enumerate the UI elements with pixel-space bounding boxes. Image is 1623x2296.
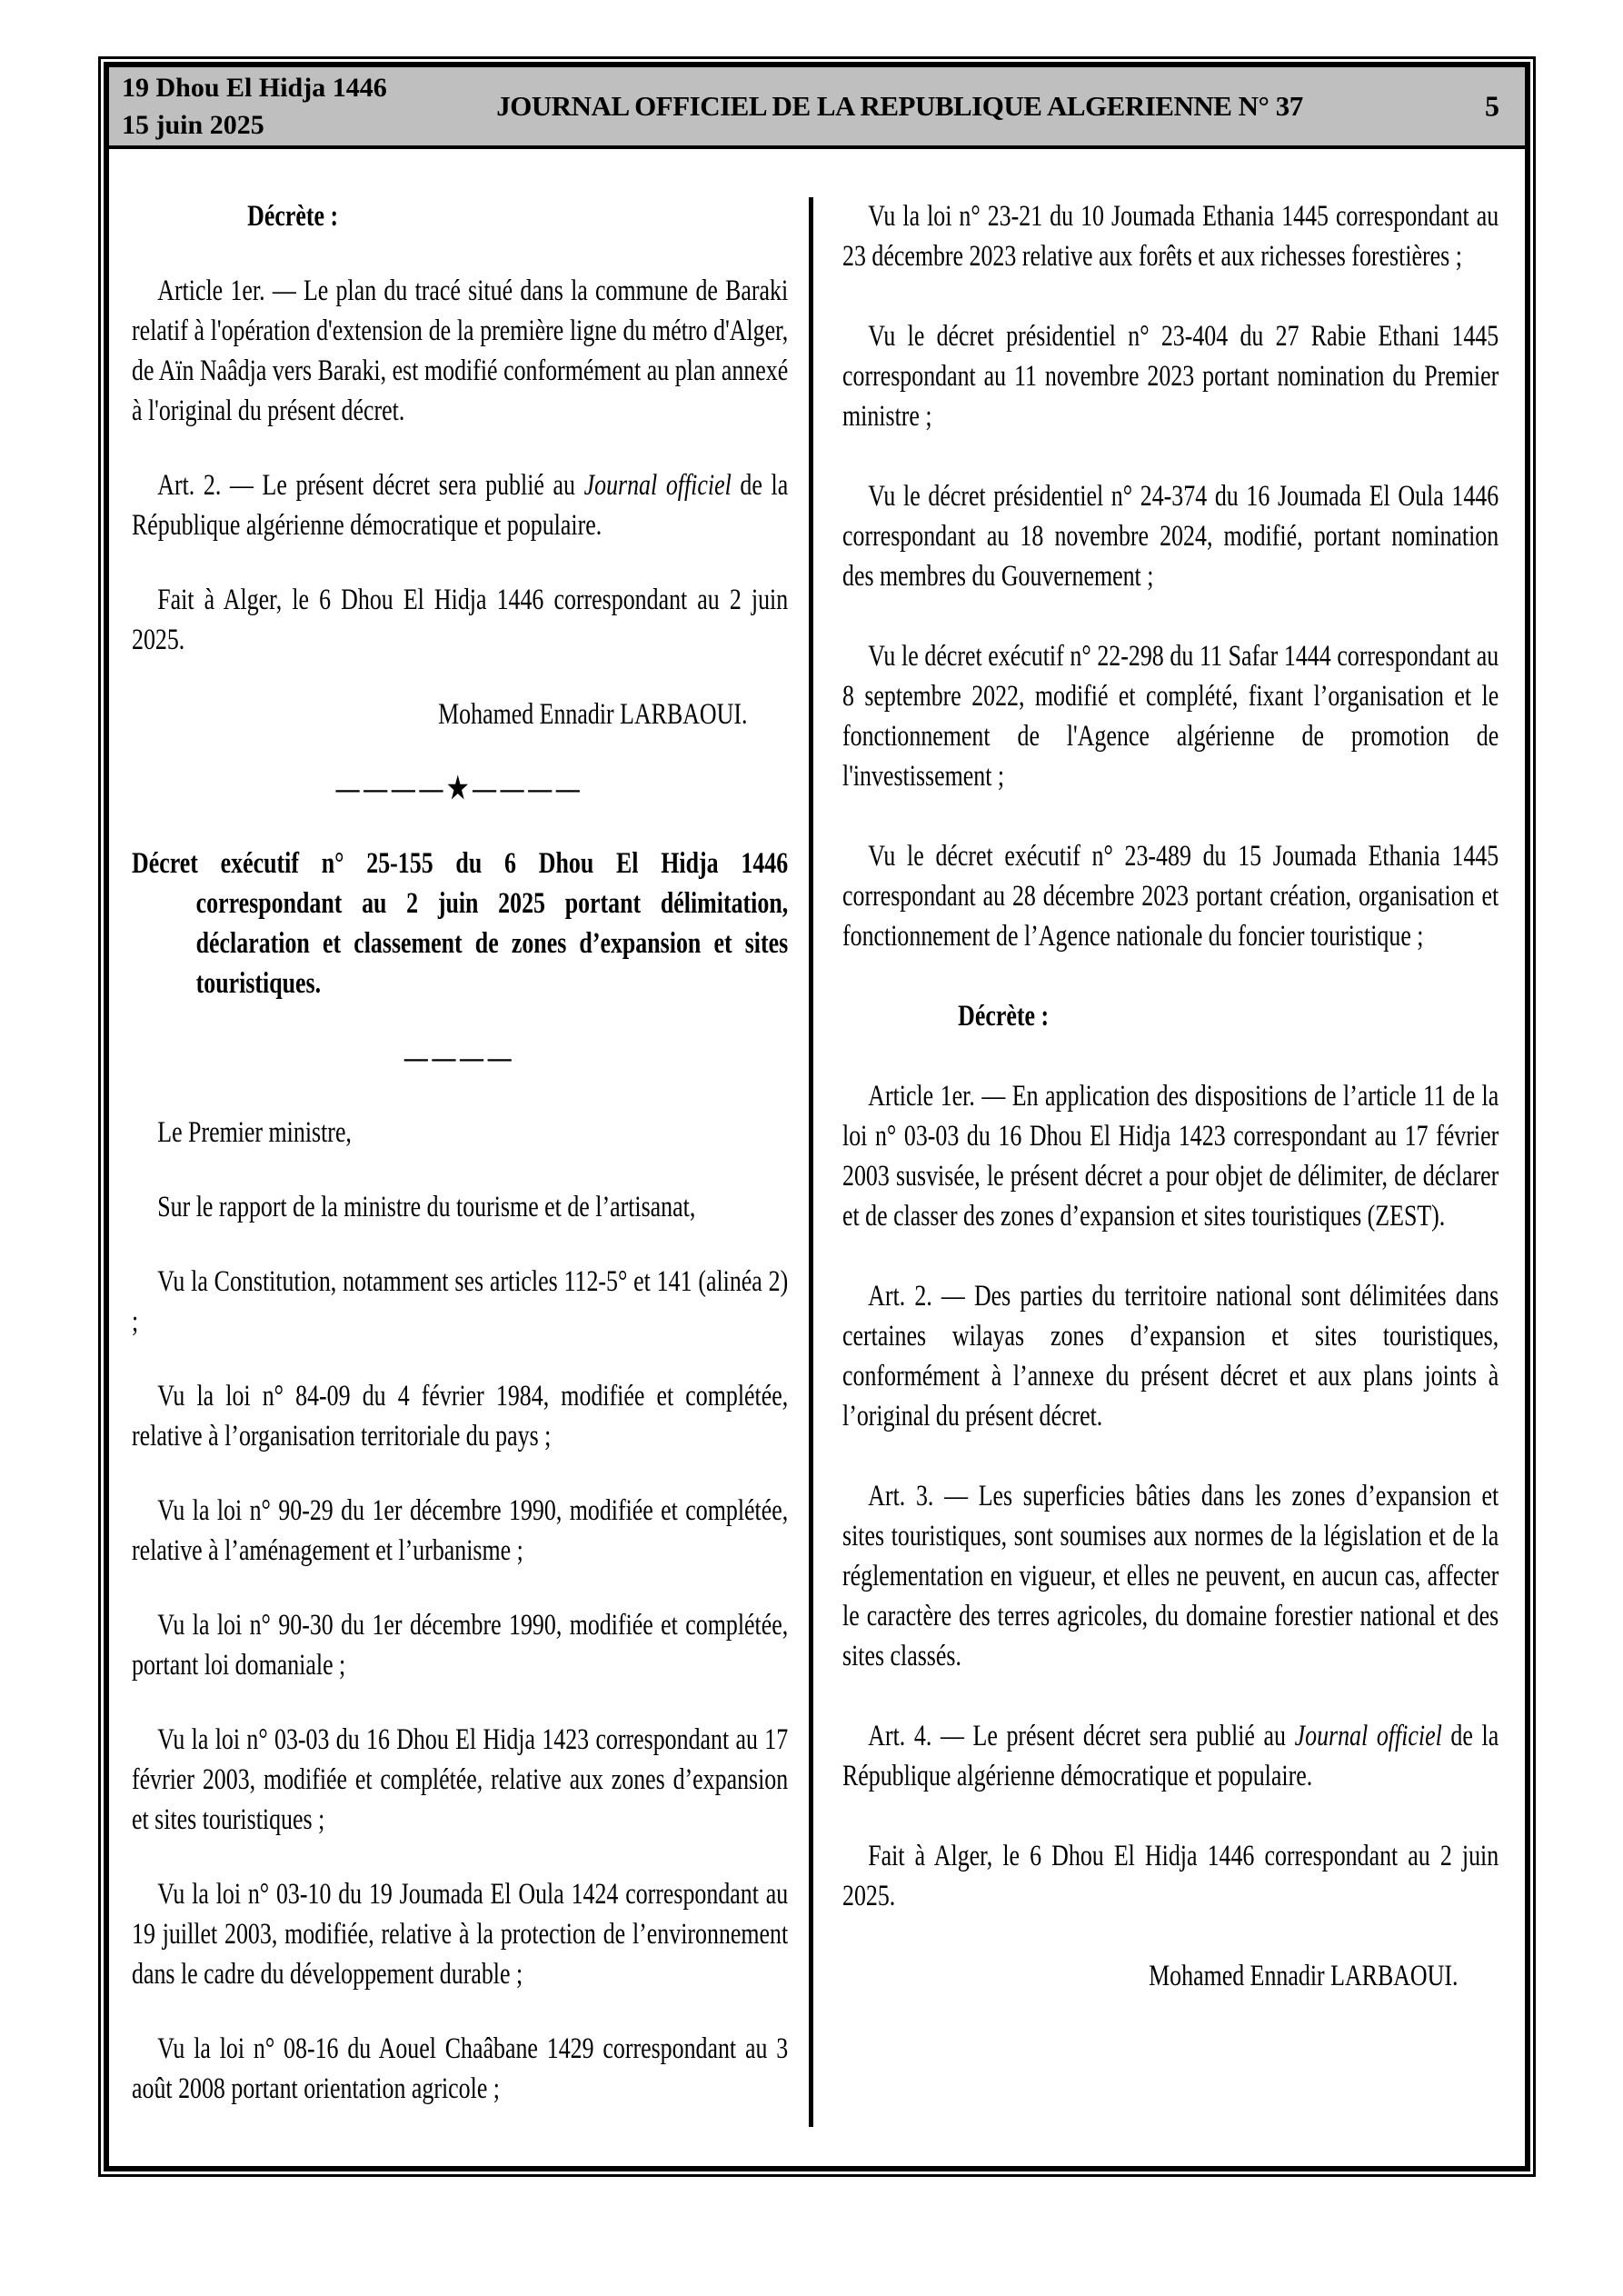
signature: Mohamed Ennadir LARBAOUI. <box>1149 1960 1459 1992</box>
header-dates <box>122 69 387 144</box>
page-header <box>109 67 1525 149</box>
visa-paragraph: Vu la loi n° 03-10 du 19 Joumada El Oula 1424 correspondant au 19 juillet 2003, modifiée, relative à la protection de l’environnement dans le cadre du développement durable ; <box>132 1878 789 1991</box>
dash-separator: ———— <box>403 1042 516 1074</box>
decrete-heading: Décrète : <box>958 1000 1050 1033</box>
visa-paragraph: Vu la loi n° 90-30 du 1er décembre 1990, modifiée et complétée, portant loi domaniale ; <box>132 1609 789 1682</box>
visa-paragraph: Vu la loi n° 90-29 du 1er décembre 1990, modifiée et complétée, relative à l’aménagement et l’urbanisme ; <box>132 1494 789 1567</box>
header-date-hijri: 19 Dhou El Hidja 1446 <box>122 73 387 103</box>
right-column <box>842 149 1499 1996</box>
page-inner-border <box>104 62 1530 2171</box>
visa-paragraph: Vu le décret exécutif n° 22-298 du 11 Safar 1444 correspondant au 8 septembre 2022, modifié et complété, fixant l’organisation et le fonctionnement de l'Agence algérienne de promotion de l'investissement ; <box>842 640 1499 793</box>
page-number: 5 <box>1485 89 1499 123</box>
visa-paragraph: Vu le décret présidentiel n° 23-404 du 27 Rabie Ethani 1445 correspondant au 11 novembre 2023 portant nomination du Premier ministre ; <box>842 320 1499 433</box>
journal-officiel-italic: Journal officiel <box>583 469 732 502</box>
signature: Mohamed Ennadir LARBAOUI. <box>438 698 748 731</box>
article-4-text-end: de la République algérienne démocratique et populaire. <box>842 1720 1499 1792</box>
visa-paragraph: Vu la loi n° 84-09 du 4 février 1984, modifiée et complétée, relative à l’organisation territoriale du pays ; <box>132 1380 789 1452</box>
column-divider <box>809 197 813 2127</box>
page-content <box>109 149 1525 2166</box>
article-3-paragraph: Art. 3. — Les superficies bâties dans les zones d’expansion et sites touristiques, sont soumises aux normes de la législation et de la réglementation en vigueur, et elles ne peuvent, en aucun cas, affecter le caractère des terres agricoles, du domaine forestier national et des sites classés. <box>842 1480 1499 1672</box>
fait-a-alger-paragraph: Fait à Alger, le 6 Dhou El Hidja 1446 correspondant au 2 juin 2025. <box>132 584 789 656</box>
article-2-text: Art. 2. — Le présent décret sera publié au <box>157 469 584 502</box>
visa-paragraph: Vu le décret présidentiel n° 24-374 du 16 Joumada El Oula 1446 correspondant au 18 novembre 2024, modifié, portant nomination des membres du Gouvernement ; <box>842 480 1499 593</box>
article-4-text: Art. 4. — Le présent décret sera publié au <box>868 1720 1295 1752</box>
journal-officiel-italic: Journal officiel <box>1294 1720 1442 1752</box>
article-4-paragraph <box>842 1716 1499 1796</box>
article-2-paragraph <box>132 465 788 545</box>
article-1-paragraph: Article 1er. — En application des dispositions de l’article 11 de la loi n° 03-03 du 16 Dhou El Hidja 1423 correspondant au 17 février 2003 susvisée, le présent décret a pour objet de délimiter, de déclarer et de classer des zones d’expansion et sites touristiques (ZEST). <box>842 1080 1499 1233</box>
visa-paragraph: Vu le décret exécutif n° 23-489 du 15 Joumada Ethania 1445 correspondant au 28 décembre 2023 portant création, organisation et fonctionnement de l’Agence nationale du foncier touristique ; <box>842 840 1499 953</box>
visa-paragraph: Vu la loi n° 23-21 du 10 Joumada Ethania 1445 correspondant au 23 décembre 2023 relative aux forêts et aux richesses forestières ; <box>842 200 1499 273</box>
decree-title: Décret exécutif n° 25-155 du 6 Dhou El Hidja 1446 correspondant au 2 juin 2025 portant délimitation, déclaration et classement de zones d’expansion et sites touristiques. <box>132 847 789 1000</box>
left-column <box>132 149 788 2109</box>
star-separator: ————★———— <box>335 773 584 805</box>
visa-paragraph: Vu la loi n° 03-03 du 16 Dhou El Hidja 1423 correspondant au 17 février 2003, modifiée et complétée, relative aux zones d’expansion et sites touristiques ; <box>132 1723 789 1836</box>
article-2-paragraph: Art. 2. — Des parties du territoire national sont délimitées dans certaines wilayas zones d’expansion et sites touristiques, conformément à l’annexe du présent décret et aux plans joints à l’original du présent décret. <box>842 1280 1499 1433</box>
premier-ministre-line: Le Premier ministre, <box>157 1116 352 1149</box>
fait-a-alger-paragraph: Fait à Alger, le 6 Dhou El Hidja 1446 correspondant au 2 juin 2025. <box>842 1840 1499 1912</box>
page-frame <box>98 56 1536 2177</box>
article-1-paragraph: Article 1er. — Le plan du tracé situé dans la commune de Baraki relatif à l'opération d'extension de la première ligne du métro d'Alger, de Aïn Naâdja vers Baraki, est modifié conformément au plan annexé à l'original du présent décret. <box>132 275 789 427</box>
visa-paragraph: Vu la loi n° 08-16 du Aouel Chaâbane 1429 correspondant au 3 août 2008 portant orientation agricole ; <box>132 2032 789 2105</box>
visa-paragraph: Vu la Constitution, notamment ses articles 112-5° et 141 (alinéa 2) ; <box>132 1265 789 1338</box>
journal-title: JOURNAL OFFICIEL DE LA REPUBLIQUE ALGERIENNE N° 37 <box>496 90 1303 122</box>
header-date-gregorian: 15 juin 2025 <box>122 110 264 140</box>
article-2-text-end: de la République algérienne démocratique et populaire. <box>132 469 789 542</box>
rapport-line: Sur le rapport de la ministre du tourisme et de l’artisanat, <box>157 1191 696 1223</box>
decrete-heading: Décrète : <box>247 200 339 233</box>
